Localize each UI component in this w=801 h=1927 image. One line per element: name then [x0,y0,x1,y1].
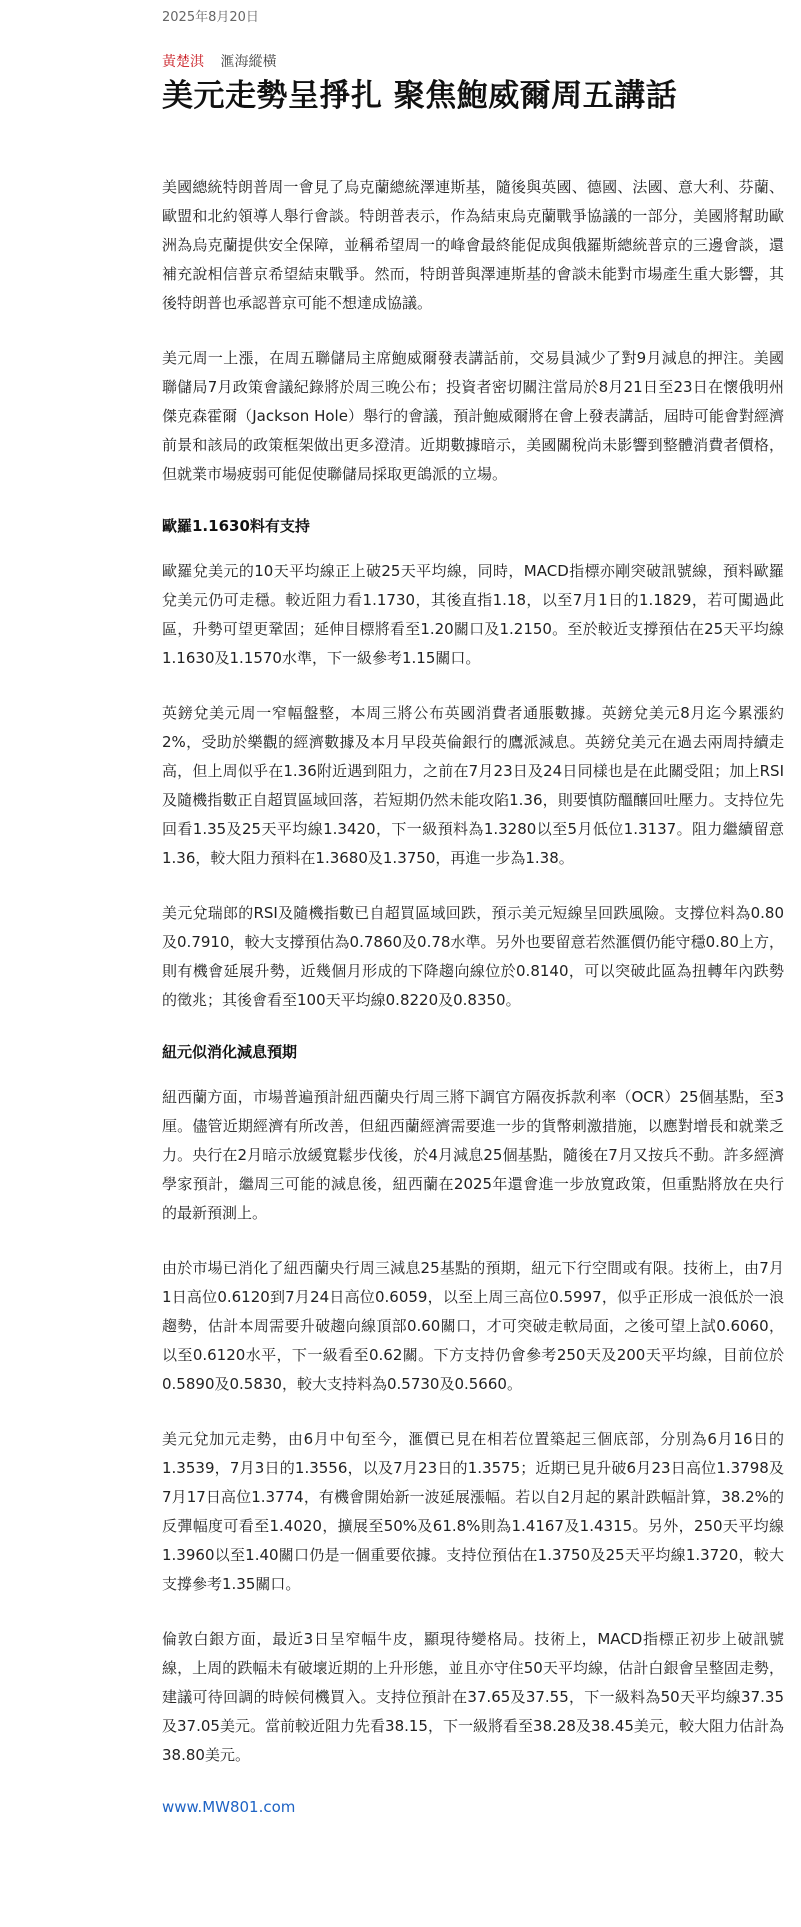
section-heading-euro: 歐羅1.1630料有支持 [162,517,310,535]
article-headline: 美元走勢呈掙扎 聚焦鮑威爾周五講話 [162,78,678,114]
article-paragraph: 歐羅兌美元的10天平均線正上破25天平均線，同時，MACD指標亦剛突破訊號線，預料歐羅兌美元仍可走穩。較近阻力看1.1730，其後直指1.18，以至7月1日的1.1829，若可闖過此區，升勢可望更鞏固；延伸目標將看至1.20關口及1.2150。至於較近支撐預估在25天平均線1.1630及1.1570水準，下一級參考1.15關口。 [162,562,784,667]
column-name[interactable]: 滙海縱橫 [220,54,277,70]
author-name[interactable]: 黃楚淇 [162,54,204,70]
article-paragraph: 美元周一上漲，在周五聯儲局主席鮑威爾發表講話前，交易員減少了對9月減息的押注。美國聯儲局7月政策會議紀錄將於周三晚公布；投資者密切關注當局於8月21日至23日在懷俄明州傑克森霍爾（Jackson Hole）舉行的會議，預計鮑威爾將在會上發表講話，屆時可能會對經濟前景和該局的政策框架做出更多澄清。近期數據暗示，美國關稅尚未影響到整體消費者價格，但就業市場疲弱可能促使聯儲局採取更鴿派的立場。 [162,349,784,483]
article-paragraph: 美國總統特朗普周一會見了烏克蘭總統澤連斯基，隨後與英國、德國、法國、意大利、芬蘭、歐盟和北約領導人舉行會談。特朗普表示，作為結束烏克蘭戰爭協議的一部分，美國將幫助歐洲為烏克蘭提供安全保障，並稱希望周一的峰會最終能促成與俄羅斯總統普京的三邊會談，還補充說相信普京希望結束戰爭。然而，特朗普與澤連斯基的會談未能對市場產生重大影響，其後特朗普也承認普京可能不想達成協議。 [162,178,784,312]
source-link[interactable]: www.MW801.com [162,1798,296,1816]
article-container [162,0,784,1818]
article-paragraph: 英鎊兌美元周一窄幅盤整，本周三將公布英國消費者通脹數據。英鎊兌美元8月迄今累漲約2%，受助於樂觀的經濟數據及本月早段英倫銀行的鷹派減息。英鎊兌美元在過去兩周持續走高，但上周似乎在1.36附近遇到阻力，之前在7月23日及24日同樣也是在此關受阻；加上RSI及隨機指數正自超買區域回落，若短期仍然未能攻陷1.36，則要慎防醞釀回吐壓力。支持位先回看1.35及25天平均線1.3420，下一級預料為1.3280以至5月低位1.3137。阻力繼續留意1.36，較大阻力預料在1.3680及1.3750，再進一步為1.38。 [162,704,784,867]
byline [162,53,784,71]
article-paragraph: 倫敦白銀方面，最近3日呈窄幅牛皮，顯現待變格局。技術上，MACD指標正初步上破訊號線，上周的跌幅未有破壞近期的上升形態，並且亦守住50天平均線，估計白銀會呈整固走勢，建議可待回調的時候伺機買入。支持位預計在37.65及37.55，下一級料為50天平均線37.35及37.05美元。當前較近阻力先看38.15，下一級將看至38.28及38.45美元，較大阻力估計為38.80美元。 [162,1630,784,1764]
article-paragraph: 由於市場已消化了紐西蘭央行周三減息25基點的預期，紐元下行空間或有限。技術上，由7月1日高位0.6120到7月24日高位0.6059，以至上周三高位0.5997，似乎正形成一浪低於一浪趨勢，估計本周需要升破趨向線頂部0.60關口，才可突破走軟局面，之後可望上試0.6060，以至0.6120水平，下一級看至0.62關。下方支持仍會參考250天及200天平均線，目前位於0.5890及0.5830，較大支持料為0.5730及0.5660。 [162,1259,784,1393]
section-heading-nzd: 紐元似消化減息預期 [162,1043,298,1061]
article-paragraph: 美元兌加元走勢，由6月中旬至今，滙價已見在相若位置築起三個底部，分別為6月16日的1.3539，7月3日的1.3556，以及7月23日的1.3575；近期已見升破6月23日高位1.3798及7月17日高位1.3774，有機會開始新一波延展漲幅。若以自2月起的累計跌幅計算，38.2%的反彈幅度可看至1.4020，擴展至50%及61.8%則為1.4167及1.4315。另外，250天平均線1.3960以至1.40關口仍是一個重要依據。支持位預估在1.3750及25天平均線1.3720，較大支撐參考1.35關口。 [162,1430,784,1593]
publish-date: 2025年8月20日 [162,10,259,25]
article-paragraph: 美元兌瑞郎的RSI及隨機指數已自超買區域回跌，預示美元短線呈回跌風險。支撐位料為0.80及0.7910，較大支撐預估為0.7860及0.78水準。另外也要留意若然滙價仍能守穩0.80上方，則有機會延展升勢，近幾個月形成的下降趨向線位於0.8140，可以突破此區為扭轉年內跌勢的徵兆；其後會看至100天平均線0.8220及0.8350。 [162,904,784,1009]
article-paragraph: 紐西蘭方面，市場普遍預計紐西蘭央行周三將下調官方隔夜拆款利率（OCR）25個基點，至3厘。儘管近期經濟有所改善，但紐西蘭經濟需要進一步的貨幣刺激措施，以應對增長和就業乏力。央行在2月暗示放緩寬鬆步伐後，於4月減息25個基點，隨後在7月又按兵不動。許多經濟學家預計，繼周三可能的減息後，紐西蘭在2025年還會進一步放寬政策，但重點將放在央行的最新預測上。 [162,1088,784,1222]
article-body [162,173,784,1818]
